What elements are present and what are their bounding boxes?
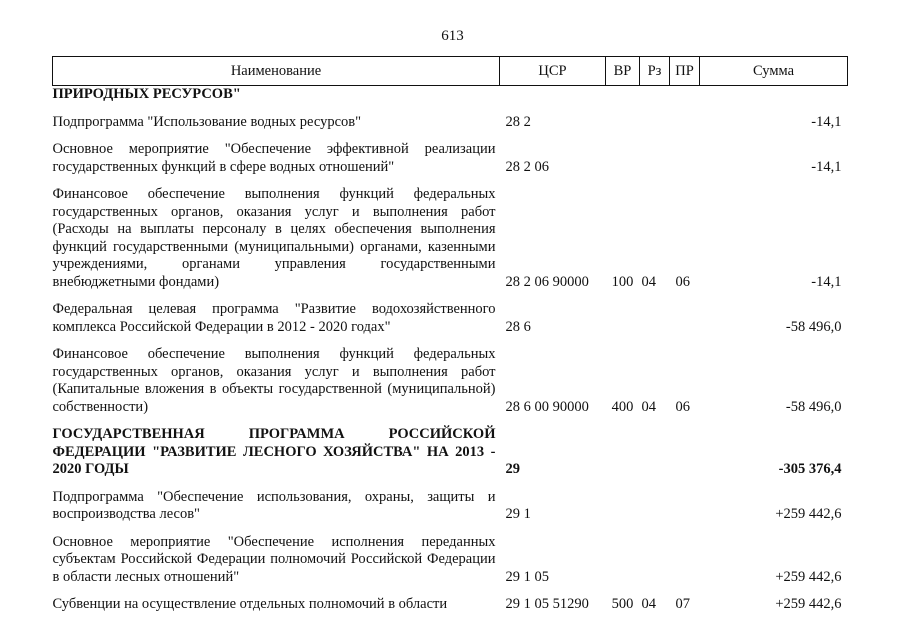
table-row <box>53 86 848 104</box>
row-spacer-cell <box>53 176 848 186</box>
cell-name: Основное мероприятие "Обеспечение исполнения переданных субъектам Российской Федерации полномочий Российской Федерации в области лесных отношений" <box>52 533 496 585</box>
cell-name: ПРИРОДНЫХ РЕСУРСОВ" <box>52 86 241 102</box>
table-row <box>53 186 848 291</box>
header-csr: ЦСР <box>500 57 606 86</box>
cell-csr: 28 2 <box>505 113 531 130</box>
cell-csr: 28 6 <box>505 318 531 335</box>
row-spacer <box>53 336 848 346</box>
cell-rz <box>640 426 670 479</box>
table-row <box>53 301 848 336</box>
table-row <box>53 346 848 416</box>
cell-vr <box>606 301 640 336</box>
table-row <box>53 141 848 176</box>
cell-vr: 100 <box>611 273 634 290</box>
row-spacer-cell <box>53 104 848 114</box>
cell-csr: 29 1 <box>505 506 531 522</box>
cell-pr <box>670 534 700 587</box>
cell-csr <box>500 86 606 104</box>
cell-pr <box>670 86 700 104</box>
row-spacer <box>53 131 848 141</box>
cell-rz <box>640 489 670 524</box>
table-row <box>53 489 848 524</box>
cell-name: Субвенции на осуществление отдельных полномочий в области <box>52 596 448 612</box>
cell-rz <box>640 301 670 336</box>
row-spacer-cell <box>53 524 848 534</box>
cell-name: ГОСУДАРСТВЕННАЯ ПРОГРАММА РОССИЙСКОЙ ФЕДЕРАЦИИ "РАЗВИТИЕ ЛЕСНОГО ХОЗЯЙСТВА" НА 2013 - 2020 ГОДЫ <box>52 426 496 477</box>
header-rz: Рз <box>640 57 670 86</box>
cell-pr <box>670 426 700 479</box>
cell-sum: -14,1 <box>811 273 842 290</box>
cell-rz <box>640 86 670 104</box>
budget-table <box>52 56 848 614</box>
cell-sum <box>700 86 848 104</box>
table-body <box>53 86 848 614</box>
cell-csr: 29 1 05 51290 <box>505 596 589 612</box>
cell-vr <box>606 141 640 176</box>
cell-name: Основное мероприятие "Обеспечение эффективной реализации государственных функций в сфере водных отношений" <box>52 141 496 175</box>
cell-sum: -14,1 <box>811 158 842 175</box>
row-spacer-cell <box>53 479 848 489</box>
cell-sum: -58 496,0 <box>785 318 842 335</box>
cell-pr <box>670 301 700 336</box>
cell-sum: +259 442,6 <box>775 596 842 612</box>
cell-pr <box>670 114 700 132</box>
cell-vr <box>606 86 640 104</box>
page-number: 613 <box>441 28 464 44</box>
cell-rz <box>640 534 670 587</box>
row-spacer-cell <box>53 131 848 141</box>
cell-name: Федеральная целевая программа "Развитие водохозяйственного комплекса Российской Федерации в 2012 - 2020 годах" <box>52 301 496 335</box>
cell-name: Подпрограмма "Использование водных ресурсов" <box>52 113 362 130</box>
cell-rz <box>640 141 670 176</box>
cell-csr: 29 1 05 <box>505 568 549 585</box>
cell-csr: 28 2 06 <box>505 158 549 175</box>
cell-name: Финансовое обеспечение выполнения функций федеральных государственных органов, оказания услуг и выполнения работ (Расходы на выплаты персоналу в целях обеспечения выполнения функций государственными (муниципальными) органами, казенными учреждениями, органами управления государственными внебюджетными фондами) <box>52 186 496 290</box>
row-spacer-cell <box>53 416 848 426</box>
cell-csr: 29 <box>505 461 520 477</box>
cell-pr: 07 <box>675 596 690 612</box>
cell-pr: 06 <box>675 398 690 415</box>
row-spacer <box>53 176 848 186</box>
cell-name: Финансовое обеспечение выполнения функций федеральных государственных органов, оказания услуг и выполнения работ (Капитальные вложения в объекты государственной (муниципальной) собственности) <box>52 346 496 415</box>
cell-sum: +259 442,6 <box>775 568 842 585</box>
table-row <box>53 596 848 614</box>
cell-vr <box>606 114 640 132</box>
table-row <box>53 114 848 132</box>
header-vr: ВР <box>606 57 640 86</box>
cell-vr: 500 <box>611 596 634 612</box>
header-pr: ПР <box>670 57 700 86</box>
cell-vr <box>606 426 640 479</box>
cell-csr: 28 6 00 90000 <box>505 398 589 415</box>
cell-vr: 400 <box>611 398 634 415</box>
cell-rz: 04 <box>641 398 656 415</box>
cell-name: Подпрограмма "Обеспечение использования, охраны, защиты и воспроизводства лесов" <box>52 488 496 522</box>
cell-rz: 04 <box>641 596 656 612</box>
header-name: Наименование <box>53 57 500 86</box>
table-row <box>53 534 848 587</box>
cell-rz <box>640 114 670 132</box>
cell-pr <box>670 489 700 524</box>
cell-sum: +259 442,6 <box>775 506 842 522</box>
cell-sum: -305 376,4 <box>778 461 842 477</box>
row-spacer <box>53 479 848 489</box>
cell-pr <box>670 141 700 176</box>
cell-vr <box>606 534 640 587</box>
table-row <box>53 426 848 479</box>
cell-sum: -14,1 <box>811 113 842 130</box>
row-spacer <box>53 524 848 534</box>
cell-rz: 04 <box>641 273 656 290</box>
row-spacer-cell <box>53 291 848 301</box>
row-spacer <box>53 416 848 426</box>
cell-vr <box>606 489 640 524</box>
cell-pr: 06 <box>675 273 690 290</box>
row-spacer-cell <box>53 336 848 346</box>
cell-csr: 28 2 06 90000 <box>505 273 589 290</box>
row-spacer <box>53 104 848 114</box>
row-spacer <box>53 586 848 596</box>
row-spacer <box>53 291 848 301</box>
header-sum: Сумма <box>700 57 848 86</box>
cell-sum: -58 496,0 <box>785 398 842 415</box>
row-spacer-cell <box>53 586 848 596</box>
table-header-row <box>53 57 848 86</box>
